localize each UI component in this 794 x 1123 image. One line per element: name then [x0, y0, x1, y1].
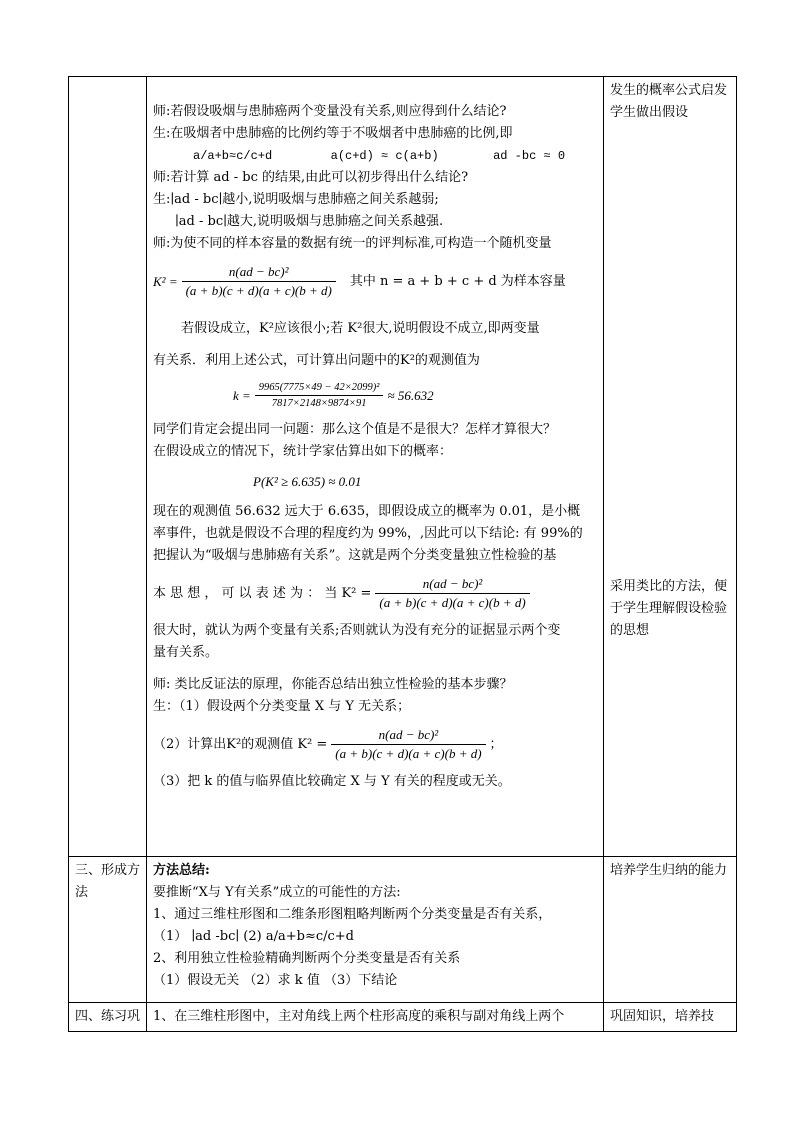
text-line: 把握认为“吸烟与患肺癌有关系”。这就是两个分类变量独立性检验的基: [153, 548, 557, 563]
ratio-a: a/a+b≈c/c+d: [193, 149, 273, 163]
text-line: 率事件，也就是假设不合理的程度约为 99%，,因此可以下结论: 有 99%的: [153, 526, 583, 541]
text-line: 师: 类比反证法的原理，你能否总结出独立性检验的基本步骤？: [153, 677, 513, 692]
table-row: [69, 1003, 737, 1032]
text-line: 在假设成立的情况下，统计学家估算出如下的概率：: [153, 444, 453, 459]
text-line: 生：（1）假设两个分类变量 X 与 Y 无关系；: [153, 699, 411, 714]
text-line: 现在的观测值 56.632 远大于 6.635，即假设成立的概率为 0.01，是小概: [153, 504, 581, 519]
obs-denominator: 7817×2148×9874×91: [271, 398, 367, 409]
note-cell: 巩固知识，培养技: [604, 1003, 737, 1032]
k2-lhs: K² =: [153, 273, 178, 289]
k2-fraction: [182, 263, 336, 300]
text-line: 要推断“X与 Y有关系”成立的可能性的方法:: [153, 885, 401, 900]
text-line: （3）把 k 的值与临界值比较确定 X 与 Y 有关的程度或无关。: [153, 774, 511, 789]
text-line: 很大时，就认为两个变量有关系;否则就认为没有充分的证据显示两个变: [153, 623, 561, 638]
step2-formula: [153, 726, 597, 763]
obs-fraction: [255, 380, 384, 411]
text-line: 生:∣ad - bc∣越小,说明吸烟与患肺癌之间关系越弱;: [153, 192, 439, 207]
probability-formula: P(K² ≥ 6.635) ≈ 0.01: [253, 474, 362, 489]
text-line: 1、通过三维柱形图和二维条形图粗略判断两个分类变量是否有关系，: [153, 907, 552, 922]
section-cell: 三、形成方法: [69, 857, 147, 1003]
obs-lhs: k =: [233, 387, 251, 403]
table-row: [69, 857, 737, 1003]
ratio-c: ad -bc ≈ 0: [493, 149, 566, 163]
observed-value-formula: [153, 380, 597, 411]
k2-formula-inline: [153, 575, 597, 612]
text-line: 1、在三维柱形图中，主对角线上两个柱形高度的乘积与副对角线上两个: [153, 1009, 565, 1024]
k2-denominator: (a + b)(c + d)(a + c)(b + d): [185, 283, 332, 298]
text-line: 2、利用独立性检验精确判断两个分类变量是否有关系: [153, 951, 461, 966]
text-line: （1） ∣ad -bc∣ (2) a/a+b≈c/c+d: [153, 929, 354, 944]
k2-numerator: n(ad − bc)²: [182, 263, 336, 282]
text-line: 师:若计算 ad - bc 的结果,由此可以初步得出什么结论?: [153, 170, 469, 185]
note-cell: 培养学生归纳的能力: [604, 857, 737, 1003]
note-text: 采用类比的方法，便于学生理解假设检验的思想: [610, 579, 728, 638]
text-line: ∣ad - bc∣越大,说明吸烟与患肺癌之间关系越强.: [175, 214, 444, 229]
section-cell: 四、练习巩: [69, 1003, 147, 1032]
text-line: 若假设成立，K²应该很小;若 K²很大,说明假设不成立,即两变量: [181, 321, 540, 336]
obs-numerator: 9965(7775×49 − 42×2099)²: [255, 380, 384, 396]
table-row: [69, 77, 737, 857]
k2-numerator: n(ad − bc)²: [375, 575, 529, 594]
content-cell: [147, 77, 604, 857]
note-cell: [604, 77, 737, 857]
text-line: 同学们肯定会提出同一问题：那么这个值是不是很大？怎样才算很大？: [153, 422, 557, 437]
obs-rhs: ≈ 56.632: [387, 387, 434, 403]
text-line: 有关系．利用上述公式，可计算出问题中的K²的观测值为: [153, 353, 480, 368]
k2-fraction-inline: [375, 575, 529, 612]
text-line: 师:若假设吸烟与患肺癌两个变量没有关系,则应得到什么结论?: [153, 104, 507, 119]
text-line: 生:在吸烟者中患肺癌的比例约等于不吸烟者中患肺癌的比例,即: [153, 126, 513, 141]
summary-title: 方法总结:: [153, 863, 210, 878]
k2-denominator: (a + b)(c + d)(a + c)(b + d): [335, 746, 482, 761]
text-line: 量有关系。: [153, 645, 219, 660]
note-text: 发生的概率公式启发学生做出假设: [610, 83, 728, 120]
k2-denominator: (a + b)(c + d)(a + c)(b + d): [379, 595, 526, 610]
lesson-plan-table: [68, 76, 737, 1032]
ratio-b: a(c+d) ≈ c(a+b): [330, 149, 439, 163]
text-line: （1）假设无关 （2）求 k 值 （3）下结论: [153, 973, 398, 988]
content-cell: [147, 1003, 604, 1032]
k2-numerator: n(ad − bc)²: [331, 726, 485, 745]
content-cell: [147, 857, 604, 1003]
step2-end: ；: [489, 736, 503, 752]
ratio-line: [153, 145, 597, 167]
k2-fraction-step2: [331, 726, 485, 763]
text-line: 师:为使不同的样本容量的数据有统一的评判标准,可构造一个随机变量: [153, 236, 552, 251]
section-cell: [69, 77, 147, 857]
k2-where: 其中 n = a + b + c + d 为样本容量: [349, 273, 566, 289]
text-line: 本 思 想 ， 可 以 表 述 为 ： 当 K² =: [153, 585, 372, 601]
k2-formula: [153, 263, 597, 300]
step2-label: （2）计算出K²的观测值 K² =: [153, 736, 328, 752]
